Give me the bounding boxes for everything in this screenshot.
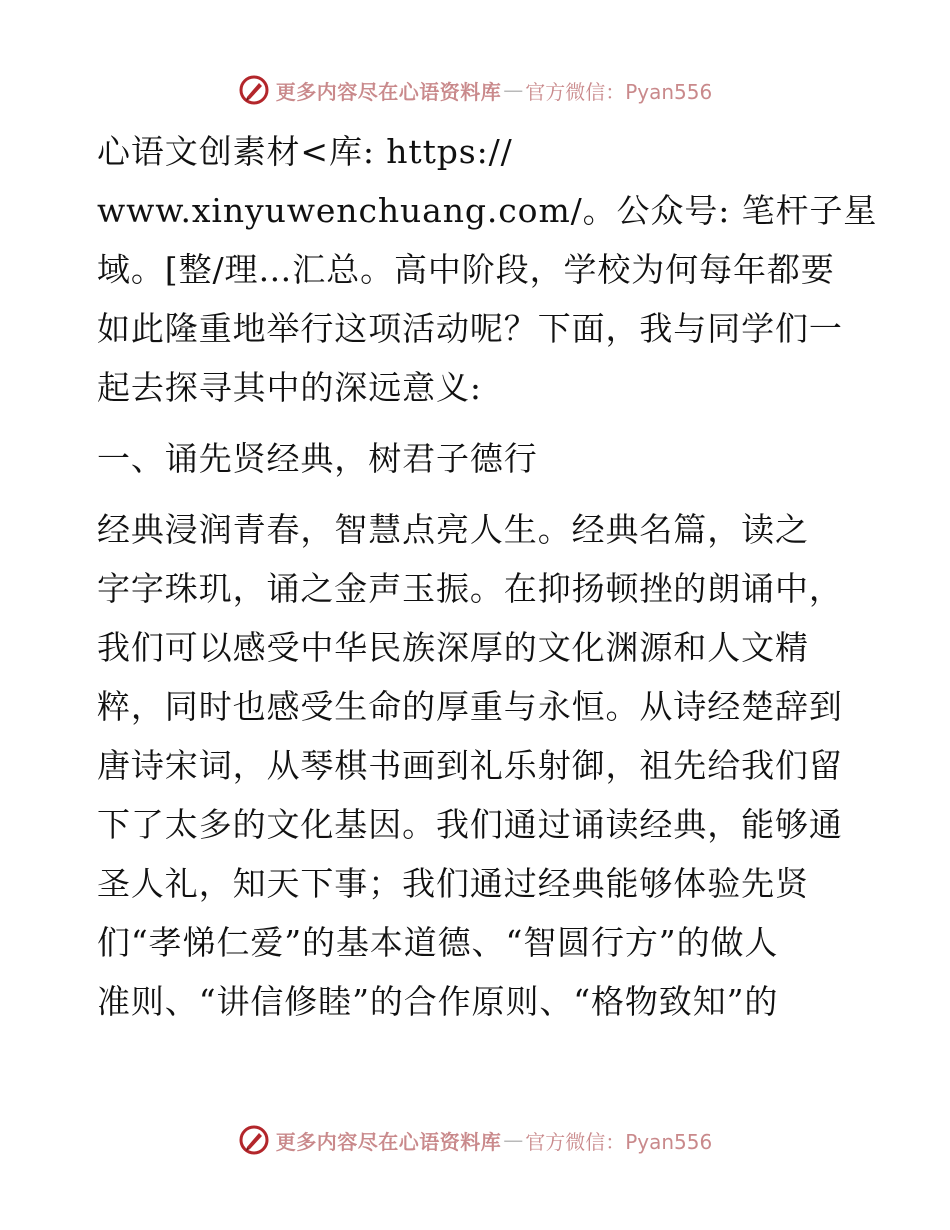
intro-line: 如此隆重地举行这项活动呢？下面，我与同学们一 (97, 309, 843, 348)
header-separator: — (503, 78, 524, 102)
body-line: 圣人礼，知天下事；我们通过经典能够体验先贤 (97, 864, 809, 903)
body-line: 粹，同时也感受生命的厚重与永恒。从诗经楚辞到 (97, 687, 843, 726)
body-line: 经典浸润青春，智慧点亮人生。经典名篇，读之 (97, 510, 809, 549)
document-body (97, 122, 878, 1031)
intro-line: 心语文创素材<库: https:// (97, 132, 513, 171)
footer-wechat-text: 官方微信：Pyan556 (525, 1129, 713, 1154)
section-heading: 一、诵先贤经典，树君子德行 (97, 439, 538, 478)
intro-line: 域。[整/理…汇总。高中阶段，学校为何每年都要 (97, 250, 835, 289)
header-wechat-text: 官方微信：Pyan556 (525, 79, 713, 104)
header-watermark (0, 70, 950, 110)
footer-separator: — (503, 1128, 524, 1152)
body-line: 们“孝悌仁爱”的基本道德、“智圆行方”的做人 (97, 923, 779, 962)
footer-promo-text: 更多内容尽在心语资料库 (275, 1129, 502, 1154)
intro-line: www.xinyuwenchuang.com/。公众号: 笔杆子星 (97, 191, 878, 230)
pen-logo-icon (238, 1124, 270, 1156)
footer-watermark (0, 1120, 950, 1160)
intro-line: 起去探寻其中的深远意义: (97, 368, 482, 407)
body-line: 下了太多的文化基因。我们通过诵读经典，能够通 (97, 805, 843, 844)
pen-logo-icon (238, 74, 270, 106)
body-line: 唐诗宋词，从琴棋书画到礼乐射御，祖先给我们留 (97, 746, 843, 785)
body-line: 准则、“讲信修睦”的合作原则、“格物致知”的 (97, 982, 779, 1021)
header-promo-text: 更多内容尽在心语资料库 (275, 79, 502, 104)
body-line: 我们可以感受中华民族深厚的文化渊源和人文精 (97, 628, 809, 667)
body-line: 字字珠玑，诵之金声玉振。在抑扬顿挫的朗诵中， (97, 569, 843, 608)
